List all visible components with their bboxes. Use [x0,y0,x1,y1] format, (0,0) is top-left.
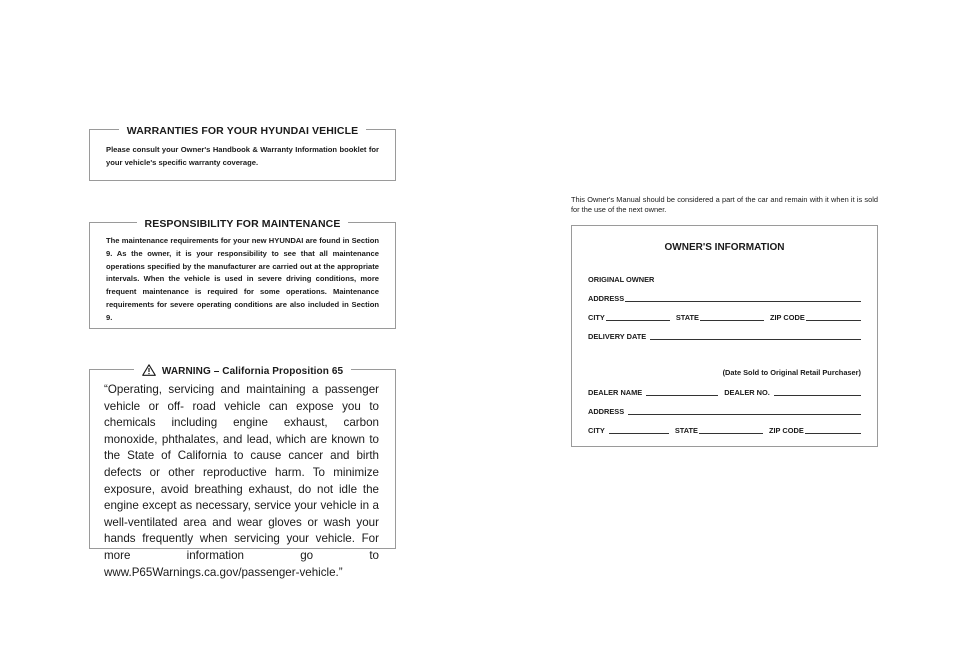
prop65-warning-box [89,366,396,579]
state-line [700,319,764,321]
address-field [588,294,861,303]
warning-triangle-icon [142,364,156,376]
city-line [606,319,670,321]
delivery-date-line [650,338,861,340]
date-sold-note: (Date Sold to Original Retail Purchaser) [722,368,861,377]
address-label: ADDRESS [588,294,625,303]
maintenance-body: The maintenance requirements for your new HYUNDAI are found in Section 9. As the owner, it is your responsibility to see that all maintenance operations specified by the manufacturer are carried out at the appropriate intervals. When the vehicle is used in severe driving conditions, more frequent maintenance is required for some operations. Maintenance requirements for severe operating conditions are also included in Section 9. [106,236,379,322]
owner-info-title: OWNER'S INFORMATION [664,242,785,253]
dealer-city-line [609,432,669,434]
state-label: STATE [675,313,699,322]
dealer-city-state-zip-field [588,426,861,435]
dealer-address-line [628,413,861,415]
dealer-city-label: CITY [588,426,605,435]
dealer-address-field [588,407,861,416]
dealer-no-line [774,394,861,396]
dealer-zip-line [805,432,861,434]
maintenance-title: RESPONSIBILITY FOR MAINTENANCE [137,218,349,230]
owner-manual-intro: This Owner's Manual should be considered a part of the car and remain with it when it is sold for the use of the next owner. [571,195,878,214]
warranty-box [89,125,396,181]
dealer-zip-label: ZIP CODE [768,426,804,435]
dealer-state-line [699,432,763,434]
warranty-body: Please consult your Owner's Handbook & Warranty Information booklet for your vehicle's specific warranty coverage. [106,145,379,167]
city-label: CITY [588,313,605,322]
delivery-date-field [588,332,861,341]
original-owner-label: ORIGINAL OWNER [588,275,655,284]
prop65-body: “Operating, servicing and maintaining a passenger vehicle or off- road vehicle can expose you to chemicals including engine exhaust, carbon monoxide, phthalates, and lead, which are known to the State of California to cause cancer and birth defects or other reproductive harm. To minimize exposure, avoid breathing exhaust, do not idle the engine except as necessary, service your vehicle in a well-ventilated area and wear gloves or wash your hands frequently when servicing your vehicle. For more information go to www.P65Warnings.ca.gov/passenger-vehicle.” [104,383,379,579]
prop65-title: WARNING – California Proposition 65 [161,366,344,377]
original-owner-field [588,275,861,284]
delivery-date-label: DELIVERY DATE [588,332,647,341]
dealer-field [588,388,861,397]
owner-info-box [571,225,878,447]
zip-label: ZIP CODE [769,313,805,322]
address-line [625,300,861,302]
maintenance-box [89,218,396,329]
dealer-no-label: DEALER NO. [724,388,770,397]
dealer-name-line [646,394,718,396]
prop65-title-wrap [134,364,351,377]
city-state-zip-field [588,313,861,322]
dealer-name-label: DEALER NAME [588,388,643,397]
warranty-title: WARRANTIES FOR YOUR HYUNDAI VEHICLE [119,125,366,137]
dealer-state-label: STATE [674,426,698,435]
zip-line [806,319,861,321]
dealer-address-label: ADDRESS [588,407,625,416]
